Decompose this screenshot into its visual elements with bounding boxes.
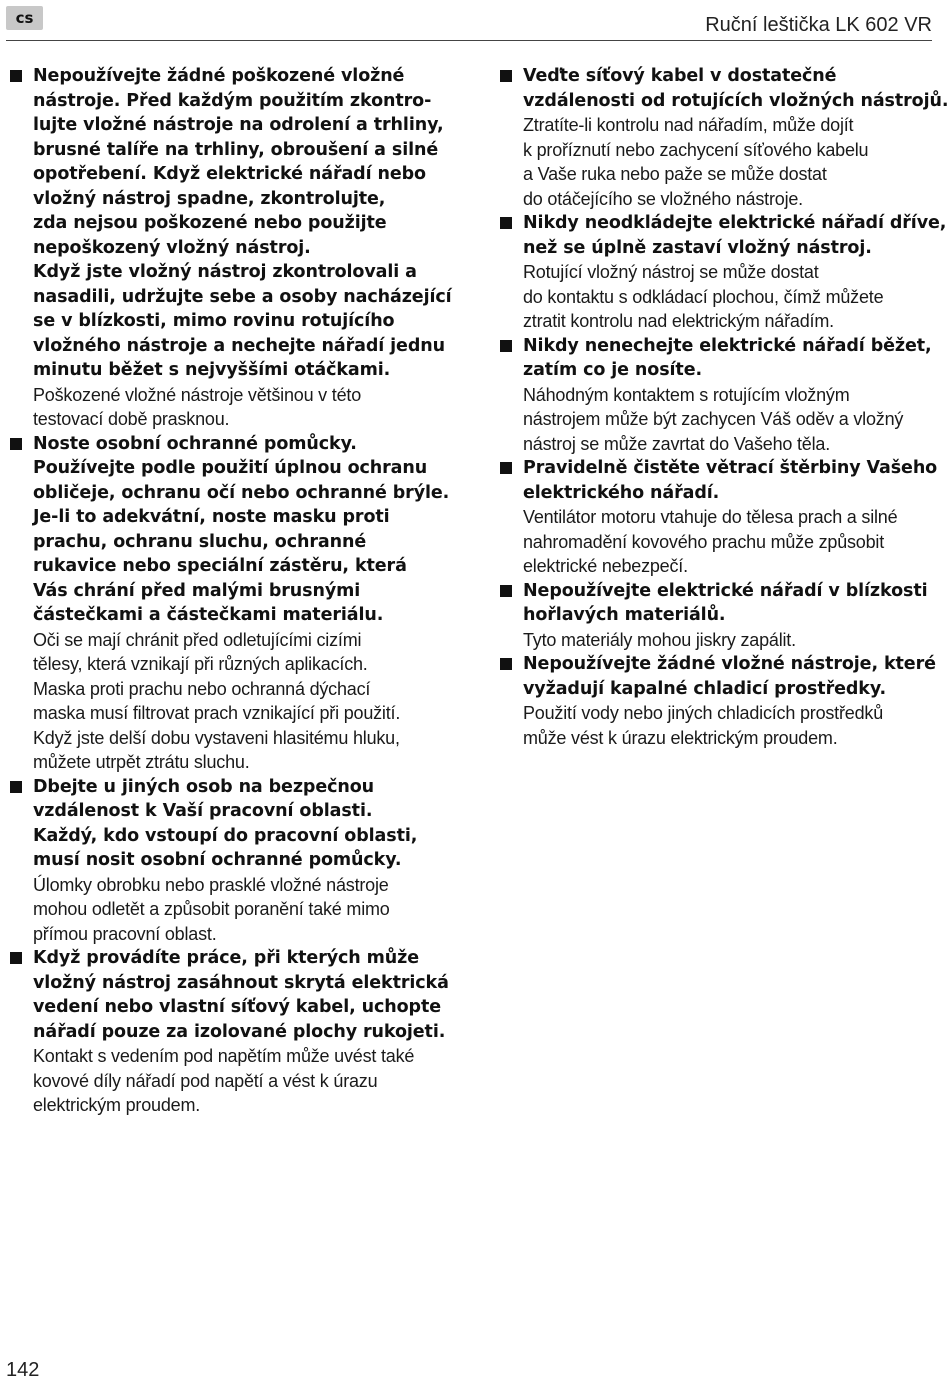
explanation-line: Ztratíte-li kontrolu nad nářadím, může dojít bbox=[523, 115, 854, 135]
explanation-line: Náhodným kontaktem s rotujícím vložným bbox=[523, 384, 850, 405]
safety-item-heading bbox=[33, 775, 445, 873]
safety-item-explanation bbox=[33, 1044, 445, 1118]
explanation-line: nástrojem může být zachycen Váš oděv a vložný bbox=[523, 409, 904, 429]
heading-line: zda nejsou poškozené nebo použijte bbox=[33, 213, 387, 233]
heading-line: než se úplně zastaví vložný nástroj. bbox=[523, 237, 872, 258]
heading-line: nasadili, udržujte sebe a osoby nacházející bbox=[33, 286, 452, 307]
heading-line: Vás chrání před malými brusnými bbox=[33, 580, 361, 601]
explanation-line: nahromadění kovového prachu může způsobit bbox=[523, 531, 885, 552]
safety-item-explanation bbox=[523, 505, 932, 579]
heading-line: Každý, kdo vstoupí do pracovní oblasti, bbox=[33, 825, 418, 846]
heading-line: musí nosit osobní ochranné pomůcky. bbox=[33, 850, 402, 870]
heading-line: obličeje, ochranu očí nebo ochranné brýle. bbox=[33, 482, 450, 503]
left-column bbox=[10, 64, 452, 1118]
explanation-line: Poškozené vložné nástroje většinou v této bbox=[33, 384, 361, 405]
heading-line: Nepoužívejte elektrické nářadí v blízkosti bbox=[523, 580, 928, 601]
safety-item-heading bbox=[523, 64, 949, 113]
explanation-line: Maska proti prachu nebo ochranná dýchací bbox=[33, 678, 371, 699]
page-header-title: Ruční leštička LK 602 VR bbox=[705, 14, 932, 36]
heading-line: vložného nástroje a nechejte nářadí jednu bbox=[33, 335, 445, 356]
heading-line: minutu běžet s nejvyššími otáčkami. bbox=[33, 360, 391, 380]
explanation-line: kovové díly nářadí pod napětí a vést k úrazu bbox=[33, 1070, 378, 1091]
safety-item-heading bbox=[523, 211, 947, 260]
explanation-line: můžete utrpět ztrátu sluchu. bbox=[33, 752, 250, 772]
heading-line: nástroje. Před každým použitím zkontro- bbox=[33, 90, 432, 111]
heading-line: vložný nástroj spadne, zkontrolujte, bbox=[33, 188, 386, 209]
safety-item-heading bbox=[33, 64, 452, 383]
square-bullet-icon bbox=[500, 217, 512, 229]
heading-line: elektrického nářadí. bbox=[523, 482, 720, 503]
explanation-line: Tyto materiály mohou jiskry zapálit. bbox=[523, 629, 796, 650]
heading-line: vzdálenosti od rotujících vložných nástrojů. bbox=[523, 90, 949, 111]
safety-item-explanation bbox=[33, 628, 445, 775]
heading-line: vyžadují kapalné chladicí prostředky. bbox=[523, 678, 887, 699]
safety-item bbox=[500, 64, 949, 211]
heading-line: Noste osobní ochranné pomůcky. bbox=[33, 433, 357, 454]
safety-item-explanation bbox=[523, 113, 932, 211]
explanation-line: Ventilátor motoru vtahuje do tělesa prach a silné bbox=[523, 507, 898, 527]
safety-item bbox=[10, 775, 445, 947]
explanation-line: mohou odletět a způsobit poranění také mimo bbox=[33, 899, 390, 919]
safety-item-heading bbox=[523, 334, 932, 383]
heading-line: hořlavých materiálů. bbox=[523, 605, 726, 625]
page-number: 142 bbox=[6, 1359, 40, 1381]
safety-item bbox=[10, 64, 452, 432]
explanation-line: Když jste delší dobu vystaveni hlasitému hluku, bbox=[33, 727, 400, 748]
safety-item-explanation bbox=[523, 701, 932, 750]
square-bullet-icon bbox=[10, 781, 22, 793]
square-bullet-icon bbox=[500, 340, 512, 352]
explanation-line: k proříznutí nebo zachycení síťového kabelu bbox=[523, 139, 869, 160]
explanation-line: nástroj se může zavrtat do Vašeho těla. bbox=[523, 433, 831, 454]
square-bullet-icon bbox=[10, 70, 22, 82]
safety-item bbox=[500, 579, 932, 653]
explanation-line: maska musí filtrovat prach vznikající při použití. bbox=[33, 703, 401, 723]
safety-item bbox=[10, 432, 450, 775]
heading-line: Pravidelně čistěte větrací štěrbiny Vašeho bbox=[523, 458, 938, 478]
safety-item bbox=[10, 946, 449, 1118]
explanation-line: Úlomky obrobku nebo prasklé vložné nástroje bbox=[33, 874, 389, 895]
safety-item-explanation bbox=[523, 383, 932, 457]
heading-line: Když provádíte práce, při kterých může bbox=[33, 948, 420, 968]
safety-item-explanation bbox=[523, 260, 932, 334]
heading-line: vzdálenost k Vaší pracovní oblasti. bbox=[33, 801, 373, 821]
safety-item bbox=[500, 456, 938, 579]
safety-item-heading bbox=[523, 456, 938, 505]
explanation-line: Rotující vložný nástroj se může dostat bbox=[523, 262, 819, 282]
explanation-line: a Vaše ruka nebo paže se může dostat bbox=[523, 164, 827, 184]
heading-line: Používejte podle použití úplnou ochranu bbox=[33, 458, 428, 478]
heading-line: rukavice nebo speciální zástěru, která bbox=[33, 556, 407, 576]
safety-item-explanation bbox=[523, 628, 932, 653]
explanation-line: Kontakt s vedením pod napětím může uvést také bbox=[33, 1046, 415, 1066]
square-bullet-icon bbox=[500, 658, 512, 670]
explanation-line: tělesy, která vznikají při různých aplikacích. bbox=[33, 654, 368, 674]
safety-item-heading bbox=[523, 579, 932, 628]
safety-item-heading bbox=[33, 432, 450, 628]
header-divider bbox=[6, 40, 932, 41]
heading-line: Veďte síťový kabel v dostatečné bbox=[523, 66, 837, 86]
heading-line: prachu, ochranu sluchu, ochranné bbox=[33, 531, 367, 552]
language-badge: cs bbox=[6, 6, 43, 30]
explanation-line: elektrickým proudem. bbox=[33, 1095, 201, 1115]
square-bullet-icon bbox=[10, 952, 22, 964]
safety-item-explanation bbox=[33, 383, 445, 432]
explanation-line: do kontaktu s odkládací plochou, čímž můžete bbox=[523, 286, 884, 307]
square-bullet-icon bbox=[500, 462, 512, 474]
heading-line: opotřebení. Když elektrické nářadí nebo bbox=[33, 164, 426, 184]
heading-line: nářadí pouze za izolované plochy rukojeti. bbox=[33, 1021, 446, 1042]
safety-item-heading bbox=[523, 652, 936, 701]
heading-line: částečkami a částečkami materiálu. bbox=[33, 605, 384, 625]
safety-item-explanation bbox=[33, 873, 445, 947]
heading-line: vedení nebo vlastní síťový kabel, uchopte bbox=[33, 997, 442, 1017]
explanation-line: elektrické nebezpečí. bbox=[523, 556, 688, 576]
heading-line: lujte vložné nástroje na odrolení a trhliny, bbox=[33, 115, 444, 135]
heading-line: Nepoužívejte žádné poškozené vložné bbox=[33, 66, 405, 86]
square-bullet-icon bbox=[10, 438, 22, 450]
right-column bbox=[500, 64, 949, 750]
heading-line: brusné talíře na trhliny, obroušení a silné bbox=[33, 139, 439, 160]
explanation-line: může vést k úrazu elektrickým proudem. bbox=[523, 727, 838, 748]
square-bullet-icon bbox=[500, 585, 512, 597]
safety-item bbox=[500, 652, 936, 750]
heading-line: Dbejte u jiných osob na bezpečnou bbox=[33, 776, 375, 797]
heading-line: nepoškozený vložný nástroj. bbox=[33, 237, 311, 258]
safety-item bbox=[500, 334, 932, 457]
explanation-line: Oči se mají chránit před odletujícími cizími bbox=[33, 629, 362, 650]
explanation-line: testovací době prasknou. bbox=[33, 409, 230, 429]
heading-line: Nikdy neodkládejte elektrické nářadí dříve, bbox=[523, 213, 947, 233]
heading-line: se v blízkosti, mimo rovinu rotujícího bbox=[33, 311, 395, 331]
explanation-line: ztratit kontrolu nad elektrickým nářadím. bbox=[523, 311, 834, 331]
heading-line: zatím co je nosíte. bbox=[523, 360, 703, 380]
heading-line: Nepoužívejte žádné vložné nástroje, které bbox=[523, 654, 936, 674]
heading-line: vložný nástroj zasáhnout skrytá elektrická bbox=[33, 972, 449, 993]
heading-line: Nikdy nenechejte elektrické nářadí běžet, bbox=[523, 335, 932, 356]
safety-item bbox=[500, 211, 947, 334]
heading-line: Je-li to adekvátní, noste masku proti bbox=[33, 507, 390, 527]
explanation-line: Použití vody nebo jiných chladicích prostředků bbox=[523, 703, 884, 723]
safety-item-heading bbox=[33, 946, 449, 1044]
heading-line: Když jste vložný nástroj zkontrolovali a bbox=[33, 262, 417, 282]
explanation-line: přímou pracovní oblast. bbox=[33, 923, 217, 944]
explanation-line: do otáčejícího se vložného nástroje. bbox=[523, 188, 803, 209]
square-bullet-icon bbox=[500, 70, 512, 82]
